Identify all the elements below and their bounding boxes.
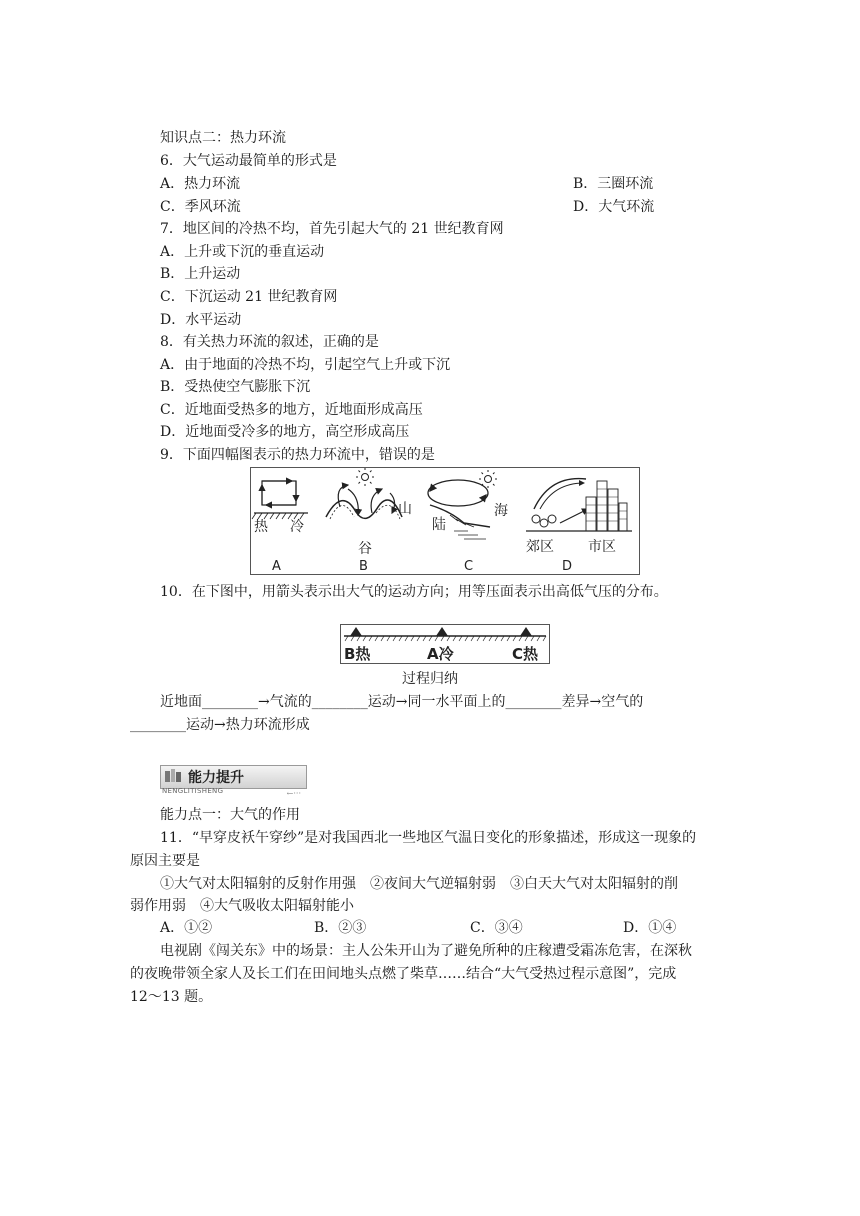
q6-options-row1 [160, 174, 654, 194]
point-b-label: B热 [344, 645, 371, 663]
q8-option-c: C．近地面受热多的地方，近地面形成高压 [160, 402, 423, 418]
label-valley: 谷 [358, 541, 372, 557]
q11-option-c: C．③④ [470, 920, 523, 936]
point-c-label: C热 [512, 645, 539, 663]
question-11-line-1: 11．“早穿皮袄午穿纱”是对我国西北一些地区气温日变化的形象描述，形成这一现象的 [160, 830, 697, 846]
process-line-1: 近地面________→气流的________运动→同一水平面上的________差异→空气的 [160, 694, 644, 710]
label-land: 陆 [432, 517, 446, 533]
panel-label-b: B [359, 559, 368, 574]
question-8-stem: 8．有关热力环流的叙述，正确的是 [160, 334, 379, 350]
question-11-line-3: ①大气对太阳辐射的反射作用强 ②夜间大气逆辐射弱 ③白天大气对太阳辐射的削 [160, 876, 678, 892]
panel-label-d: D [562, 559, 573, 574]
label-city: 市区 [588, 539, 616, 555]
q6-options-row2 [160, 197, 655, 217]
q6-option-a: A．热力环流 [160, 176, 241, 192]
passage-line-3: 12～13 题。 [130, 989, 213, 1005]
q8-option-b: B．受热使空气膨胀下沉 [160, 379, 311, 395]
label-cold-a: 冷 [290, 519, 304, 535]
thermal-circulation-figure [250, 467, 640, 575]
point-a-label: A冷 [427, 645, 454, 663]
q6-option-d: D．大气环流 [573, 199, 655, 215]
q11-option-d: D．①④ [623, 920, 677, 936]
label-sea: 海 [494, 503, 508, 519]
passage-line-1: 电视剧《闯关东》中的场景：主人公朱开山为了避免所种的庄稼遭受霜冻危害，在深秋 [160, 943, 692, 959]
question-11-line-4: 弱作用弱 ④大气吸收太阳辐射能小 [130, 898, 354, 914]
badge-title: 能力提升 [188, 770, 244, 786]
question-9-stem: 9．下面四幅图表示的热力环流中，错误的是 [160, 447, 435, 463]
question-7-stem: 7．地区间的冷热不均，首先引起大气的 21 世纪教育网 [160, 221, 504, 237]
q11-options [160, 918, 677, 938]
q7-option-d: D．水平运动 [160, 312, 242, 328]
q7-option-b: B．上升运动 [160, 266, 241, 282]
section-heading: 知识点二：热力环流 [160, 130, 286, 146]
badge-arrow: ←··· [286, 789, 301, 798]
q8-option-d: D．近地面受冷多的地方，高空形成高压 [160, 424, 410, 440]
label-suburb: 郊区 [526, 539, 554, 555]
q7-option-c: C．下沉运动 21 世纪教育网 [160, 289, 338, 305]
q10-ground-figure [340, 624, 550, 664]
q6-option-c: C．季风环流 [160, 199, 241, 215]
q7-option-a: A．上升或下沉的垂直运动 [160, 244, 325, 260]
process-line-2: ________运动→热力环流形成 [130, 717, 310, 733]
badge-subtitle: NENGLITISHENG [162, 787, 224, 795]
question-10-stem: 10．在下图中，用箭头表示出大气的运动方向；用等压面表示出高低气压的分布。 [160, 584, 668, 600]
question-6-stem: 6．大气运动最简单的形式是 [160, 153, 337, 169]
book-icon [164, 769, 182, 783]
q11-option-b: B．②③ [314, 920, 367, 936]
section-badge [160, 765, 305, 798]
process-title: 过程归纳 [402, 671, 458, 687]
q8-option-a: A．由于地面的冷热不均，引起空气上升或下沉 [160, 357, 451, 373]
q6-option-b: B．三圈环流 [573, 176, 654, 192]
label-mountain: 山 [398, 501, 412, 517]
passage-line-2: 的夜晚带领全家人及长工们在田间地头点燃了柴草……结合“大气受热过程示意图”，完成 [130, 966, 677, 982]
panel-label-a: A [272, 559, 281, 574]
panel-label-c: C [464, 559, 474, 574]
label-hot-a: 热 [254, 519, 268, 535]
question-11-line-2: 原因主要是 [130, 853, 200, 869]
q11-option-a: A．①② [160, 920, 213, 936]
ability-heading: 能力点一：大气的作用 [160, 807, 300, 823]
